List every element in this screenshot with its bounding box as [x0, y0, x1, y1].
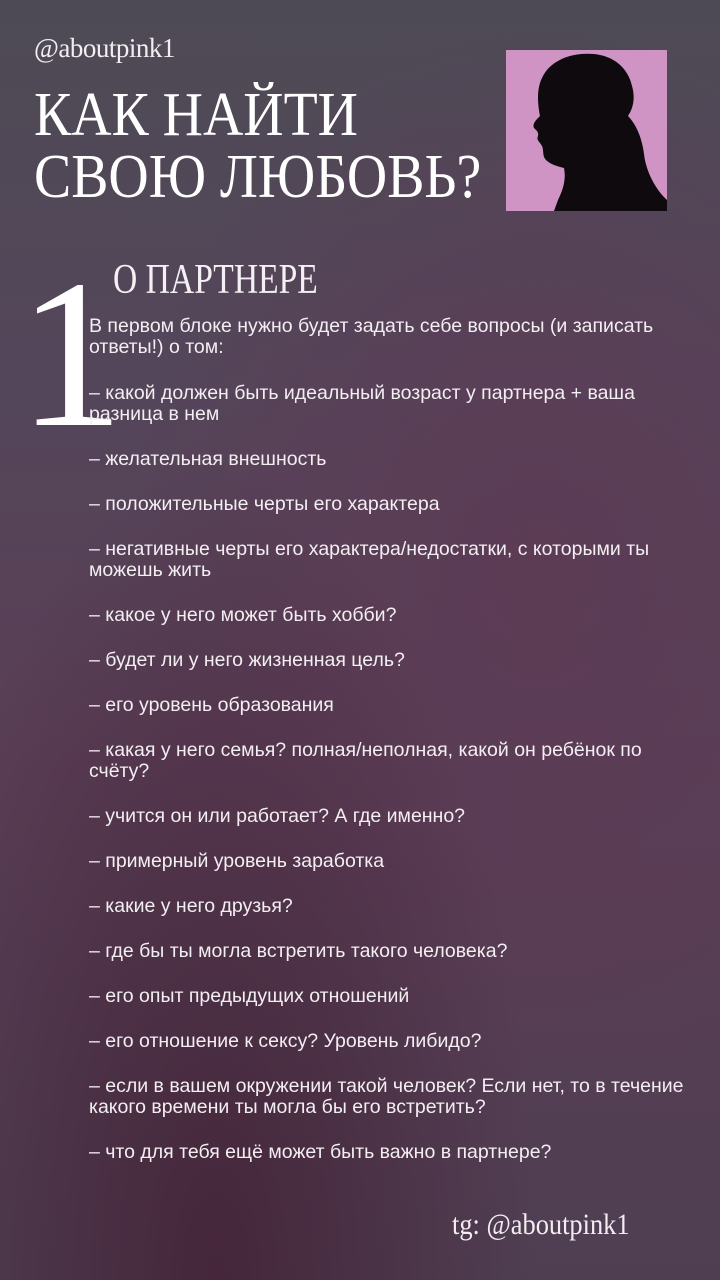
list-item: – где бы ты могла встретить такого человека?: [89, 940, 508, 962]
list-item: – учится он или работает? А где именно?: [89, 805, 466, 827]
section-number: 1: [18, 236, 124, 471]
woman-silhouette-icon: [506, 50, 667, 211]
title-line-1: КАК НАЙТИ: [34, 81, 358, 149]
list-item: – положительные черты его характера: [89, 493, 440, 515]
section-intro: В первом блоке нужно будет задать себе вопросы (и записать ответы!) о том:: [89, 315, 654, 358]
section-body: [89, 316, 689, 1187]
list-item: – его опыт предыдущих отношений: [89, 985, 410, 1007]
title-line-2: СВОЮ ЛЮБОВЬ?: [34, 143, 482, 211]
list-item: – его отношение к сексу? Уровень либидо?: [89, 1030, 482, 1052]
list-item: – желательная внешность: [89, 448, 327, 470]
list-item: – будет ли у него жизненная цель?: [89, 649, 405, 671]
section-title: О ПАРТНЕРЕ: [113, 257, 318, 303]
list-item: – какое у него может быть хобби?: [89, 604, 397, 626]
footer-telegram-handle: tg: @aboutpink1: [452, 1208, 630, 1241]
list-item: – какой должен быть идеальный возраст у партнера + ваша разница в нем: [89, 382, 635, 425]
list-item: – какие у него друзья?: [89, 895, 293, 917]
list-item: – если в вашем окружении такой человек? Если нет, то в течение какого времени ты могла бы его встретить?: [89, 1075, 684, 1118]
list-item: – его уровень образования: [89, 694, 334, 716]
account-handle: @aboutpink1: [34, 33, 175, 63]
list-item: – какая у него семья? полная/неполная, какой он ребёнок по счёту?: [89, 739, 642, 782]
page-title: [34, 81, 482, 211]
list-item: – примерный уровень заработка: [89, 850, 385, 872]
list-item: – что для тебя ещё может быть важно в партнере?: [89, 1141, 552, 1163]
silhouette-portrait: [506, 50, 667, 211]
list-item: – негативные черты его характера/недостатки, с которыми ты можешь жить: [89, 538, 650, 581]
question-list: [89, 383, 689, 1163]
